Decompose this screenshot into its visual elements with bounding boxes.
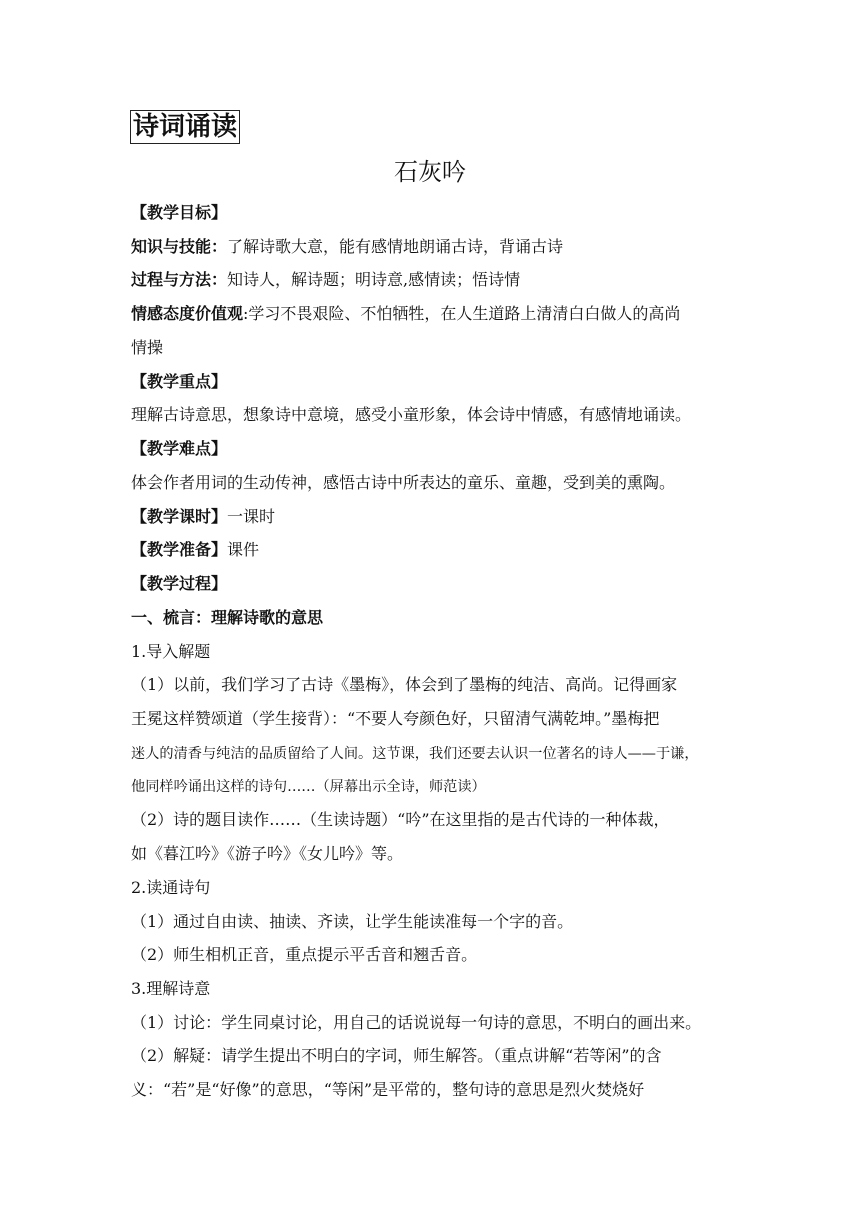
step2-para1: （1）通过自由读、抽读、齐读，让学生能读准每一个字的音。 [131, 912, 574, 931]
part1-heading: 一、梳言：理解诗歌的意思 [131, 608, 324, 627]
duration-label: 【教学课时】 [131, 507, 228, 526]
step1-para1-line4: 他同样吟诵出这样的诗句……（屏幕出示全诗，师范读） [131, 779, 486, 795]
lesson-title: 石灰吟 [394, 158, 466, 186]
process-heading: 【教学过程】 [131, 574, 228, 593]
emotion-text-cont: 情操 [131, 338, 164, 357]
difficulties-heading: 【教学难点】 [131, 439, 228, 458]
step2-para2: （2）师生相机正音，重点提示平舌音和翘舌音。 [131, 945, 478, 964]
preparation-label: 【教学准备】 [131, 540, 228, 559]
step1-title: 1.导入解题 [131, 642, 211, 661]
preparation-line [131, 540, 259, 560]
step1-para2-line2: 如《暮江吟》《游子吟》《女儿吟》等。 [131, 844, 404, 863]
section-title: 诗词诵读 [130, 110, 240, 144]
key-points-heading: 【教学重点】 [131, 372, 228, 391]
objectives-heading: 【教学目标】 [131, 203, 228, 222]
emotion-label: 情感态度价值观 [131, 304, 244, 323]
difficulties-text: 体会作者用词的生动传神，感悟古诗中所表达的童乐、童趣，受到美的熏陶。 [131, 473, 676, 492]
process-text: 知诗人，解诗题；明诗意,感情读；悟诗情 [227, 270, 521, 289]
step3-para1: （1）讨论：学生同桌讨论，用自己的话说说每一句诗的意思，不明白的画出来。 [131, 1013, 702, 1032]
duration-line [131, 507, 275, 527]
step3-title: 3.理解诗意 [131, 979, 211, 998]
step2-title: 2.读通诗句 [131, 878, 211, 897]
knowledge-line [131, 237, 563, 257]
knowledge-label: 知识与技能： [131, 237, 228, 256]
emotion-text: :学习不畏艰险、不怕牺牲，在人生道路上清清白白做人的高尚 [243, 304, 681, 323]
emotion-line [131, 304, 680, 324]
process-method-line [131, 270, 520, 290]
key-points-text: 理解古诗意思，想象诗中意境，感受小童形象，体会诗中情感，有感情地诵读。 [131, 405, 692, 424]
knowledge-text: 了解诗歌大意，能有感情地朗诵古诗，背诵古诗 [227, 237, 564, 256]
step1-para1-line1: （1）以前，我们学习了古诗《墨梅》，体会到了墨梅的纯洁、高尚。记得画家 [131, 675, 678, 694]
step3-para2-line2: 义：“若”是“好像”的意思，“等闲”是平常的，整句诗的意思是烈火焚烧好 [131, 1080, 645, 1099]
step1-para2-line1: （2）诗的题目读作……（生读诗题）“吟”在这里指的是古代诗的一种体裁， [131, 810, 670, 829]
preparation-value: 课件 [227, 540, 260, 559]
step1-para1-line3: 迷人的清香与纯洁的品质留给了人间。这节课，我们还要去认识一位著名的诗人——于谦， [131, 746, 699, 762]
step1-para1-line2: 王冕这样赞颂道（学生接背）：“不要人夸颜色好，只留清气满乾坤。”墨梅把 [131, 709, 660, 728]
step3-para2-line1: （2）解疑：请学生提出不明白的字词，师生解答。（重点讲解“若等闲”的含 [131, 1046, 662, 1065]
process-label: 过程与方法： [131, 270, 228, 289]
duration-value: 一课时 [227, 507, 276, 526]
